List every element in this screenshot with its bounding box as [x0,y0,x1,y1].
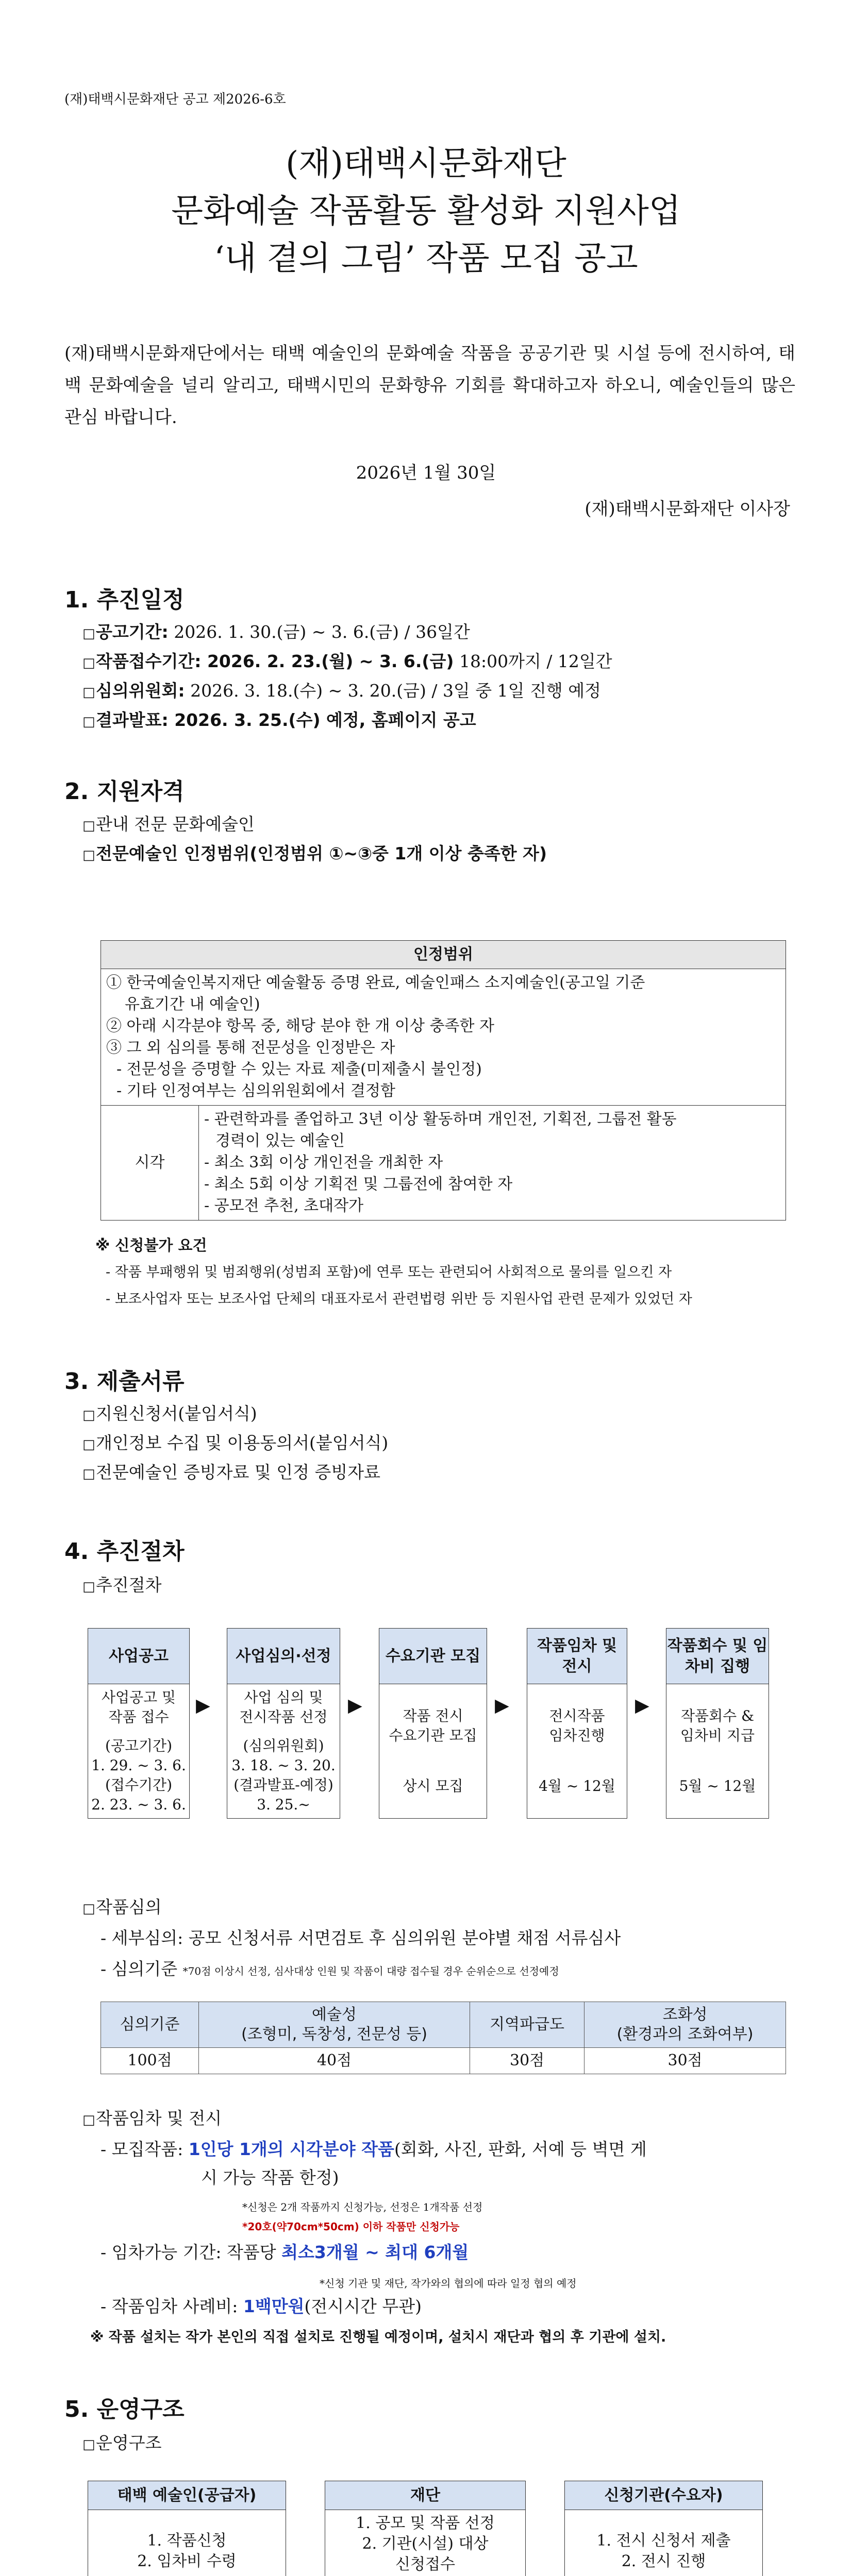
flow-step: 작품회수 및 임차비 집행 작품회수 & 임차비 지급 5월 ~ 12월 [666,1628,769,1819]
section-2-heading: 2. 지원자격 [64,778,185,805]
review-criteria-table: 심의기준 예술성 (조형미, 독창성, 전문성 등) 지역파급도 조화성 (환경과의 조화여부) 100점 40점 30점 30점 [101,2002,786,2074]
flow-step: 사업공고 사업공고 및 작품 접수 (공고기간) 1. 29. ~ 3. 6. (접수기간) 2. 23. ~ 3. 6. [88,1628,190,1819]
qualification-criteria: ① 한국예술인복지재단 예술활동 증명 완료, 예술인패스 소지예술인(공고일 기준 유효기간 내 예술인) ② 아래 시각분야 항목 중, 해당 분야 한 개 이상 충족한 자 ③ 그 외 심의를 통해 전문성을 인정받은 자 - 전문성을 증명할 수 있는 자료 제출(미제출시 불인정) - 기타 인정여부는 심의위원회에서 결정함 [101,969,786,1106]
foundation-box: 재단 1. 공모 및 작품 선정 2. 기관(시설) 대상 신청접수 [325,2481,526,2576]
document-item: □개인정보 수집 및 이용동의서(붙임서식) [82,1433,389,1453]
notice-date: 2026년 1월 30일 [356,463,496,483]
flow-step: 수요기관 모집 작품 전시 수요기관 모집 상시 모집 [379,1628,487,1819]
flow-arrow-icon: ▶ [635,1695,649,1716]
section-3-heading: 3. 제출서류 [64,1368,185,1395]
notice-title [0,140,852,282]
install-warning: ※ 작품 설치는 작가 본인의 직접 설치로 진행될 예정이며, 설치시 재단과 협의 후 기관에 설치. [90,2329,666,2345]
title-line-2: 문화예술 작품활동 활성화 지원사업 [171,192,681,230]
title-line-1: (재)태백시문화재단 [286,145,566,183]
eligibility-item: □관내 전문 문화예술인 [82,814,255,834]
document-item: □지원신청서(붙임서식) [82,1403,257,1423]
visual-criteria: - 관련학과를 졸업하고 3년 이상 활동하며 개인전, 기획전, 그룹전 활동 경력이 있는 예술인 - 최소 3회 이상 개인전을 개최한 자 - 최소 5회 이상 기획전 및 그룹전에 참여한 자 - 공모전 추천, 초대작가 [199,1106,786,1221]
rental-period-note: *신청 기관 및 재단, 작가와의 협의에 따라 일정 협의 예정 [320,2277,577,2290]
rental-subheading: □작품임차 및 전시 [82,2108,222,2128]
title-line-3: ‘내 곁의 그림’ 작품 모집 공고 [214,240,638,278]
ineligible-title: ※ 신청불가 요건 [95,1236,207,1254]
review-criteria: - 심의기준 *70점 이상시 선정, 심사대상 인원 및 작품이 대량 접수될 경우 순위순으로 선정예정 [101,1959,559,1979]
rental-period: - 임차가능 기간: 작품당 최소3개월 ~ 최대 6개월 [101,2242,469,2262]
section-4-heading: 4. 추진절차 [64,1538,185,1565]
flow-arrow-icon: ▶ [196,1695,210,1716]
schedule-item: □공고기간: 2026. 1. 30.(금) ~ 3. 6.(금) / 36일간 [82,622,470,642]
document-item: □전문예술인 증빙자료 및 인정 증빙자료 [82,1462,381,1482]
eligibility-item: □전문예술인 인정범위(인정범위 ①~③중 1개 이상 충족한 자) [82,843,547,863]
flow-arrow-icon: ▶ [348,1695,362,1716]
flow-step: 사업심의·선정 사업 심의 및 전시작품 선정 (심의위원회) 3. 18. ~ 3. 20. (결과발표-예정) 3. 25.~ [227,1628,340,1819]
schedule-item: □결과발표: 2026. 3. 25.(수) 예정, 홈페이지 공고 [82,710,476,730]
rental-fee: - 작품임차 사례비: 1백만원(전시시간 무관) [101,2296,422,2316]
qualification-table [101,940,786,1221]
recruit-note: *신청은 2개 작품까지 신청가능, 선정은 1개작품 선정 [242,2201,483,2213]
ineligible-note: - 작품 부패행위 및 범죄행위(성범죄 포함)에 연루 또는 관련되어 사회적으로 물의를 일으킨 자 [106,1264,672,1280]
schedule-item: □작품접수기간: 2026. 2. 23.(월) ~ 3. 6.(금) 18:00까지 / 12일간 [82,651,612,671]
flow-arrow-icon: ▶ [495,1695,509,1716]
notice-number: (재)태백시문화재단 공고 제2026-6호 [64,92,286,107]
visual-label: 시각 [101,1106,199,1221]
structure-subheading: □운영구조 [82,2433,162,2453]
qualification-table-header: 인정범위 [101,941,786,969]
section-5-heading: 5. 운영구조 [64,2396,185,2422]
recruit-note: *20호(약70cm*50cm) 이하 작품만 신청가능 [242,2221,460,2233]
review-method: - 세부심의: 공모 신청서류 서면검토 후 심의위원 분야별 채점 서류심사 [101,1928,621,1948]
ineligible-note: - 보조사업자 또는 보조사업 단체의 대표자로서 관련법령 위반 등 지원사업 관련 문제가 있었던 자 [106,1291,692,1307]
procedure-subheading: □추진절차 [82,1575,162,1595]
recruit-works: - 모집작품: 1인당 1개의 시각분야 작품(회화, 사진, 판화, 서예 등 벽면 게 [101,2139,647,2159]
section-1-heading: 1. 추진일정 [64,587,185,613]
intro-paragraph: (재)태백시문화재단에서는 태백 예술인의 문화예술 작품을 공공기관 및 시설 등에 전시하여, 태백 문화예술을 널리 알리고, 태백시민의 문화향유 기회를 확대하고자 하오니, 예술인들의 많은 관심 바랍니다. [64,343,795,428]
schedule-item: □심의위원회: 2026. 3. 18.(수) ~ 3. 20.(금) / 3일 중 1일 진행 예정 [82,681,602,701]
demand-box: 신청기관(수요자) 1. 전시 신청서 제출 2. 전시 진행 [564,2481,763,2576]
review-subheading: □작품심의 [82,1897,162,1917]
flow-step: 작품임차 및 전시 전시작품 임차진행 4월 ~ 12월 [527,1628,627,1819]
supplier-box: 태백 예술인(공급자) 1. 작품신청 2. 임차비 수령 [88,2481,286,2576]
recruit-works-cont: 시 가능 작품 한정) [201,2167,339,2188]
issuer: (재)태백시문화재단 이사장 [584,499,790,519]
